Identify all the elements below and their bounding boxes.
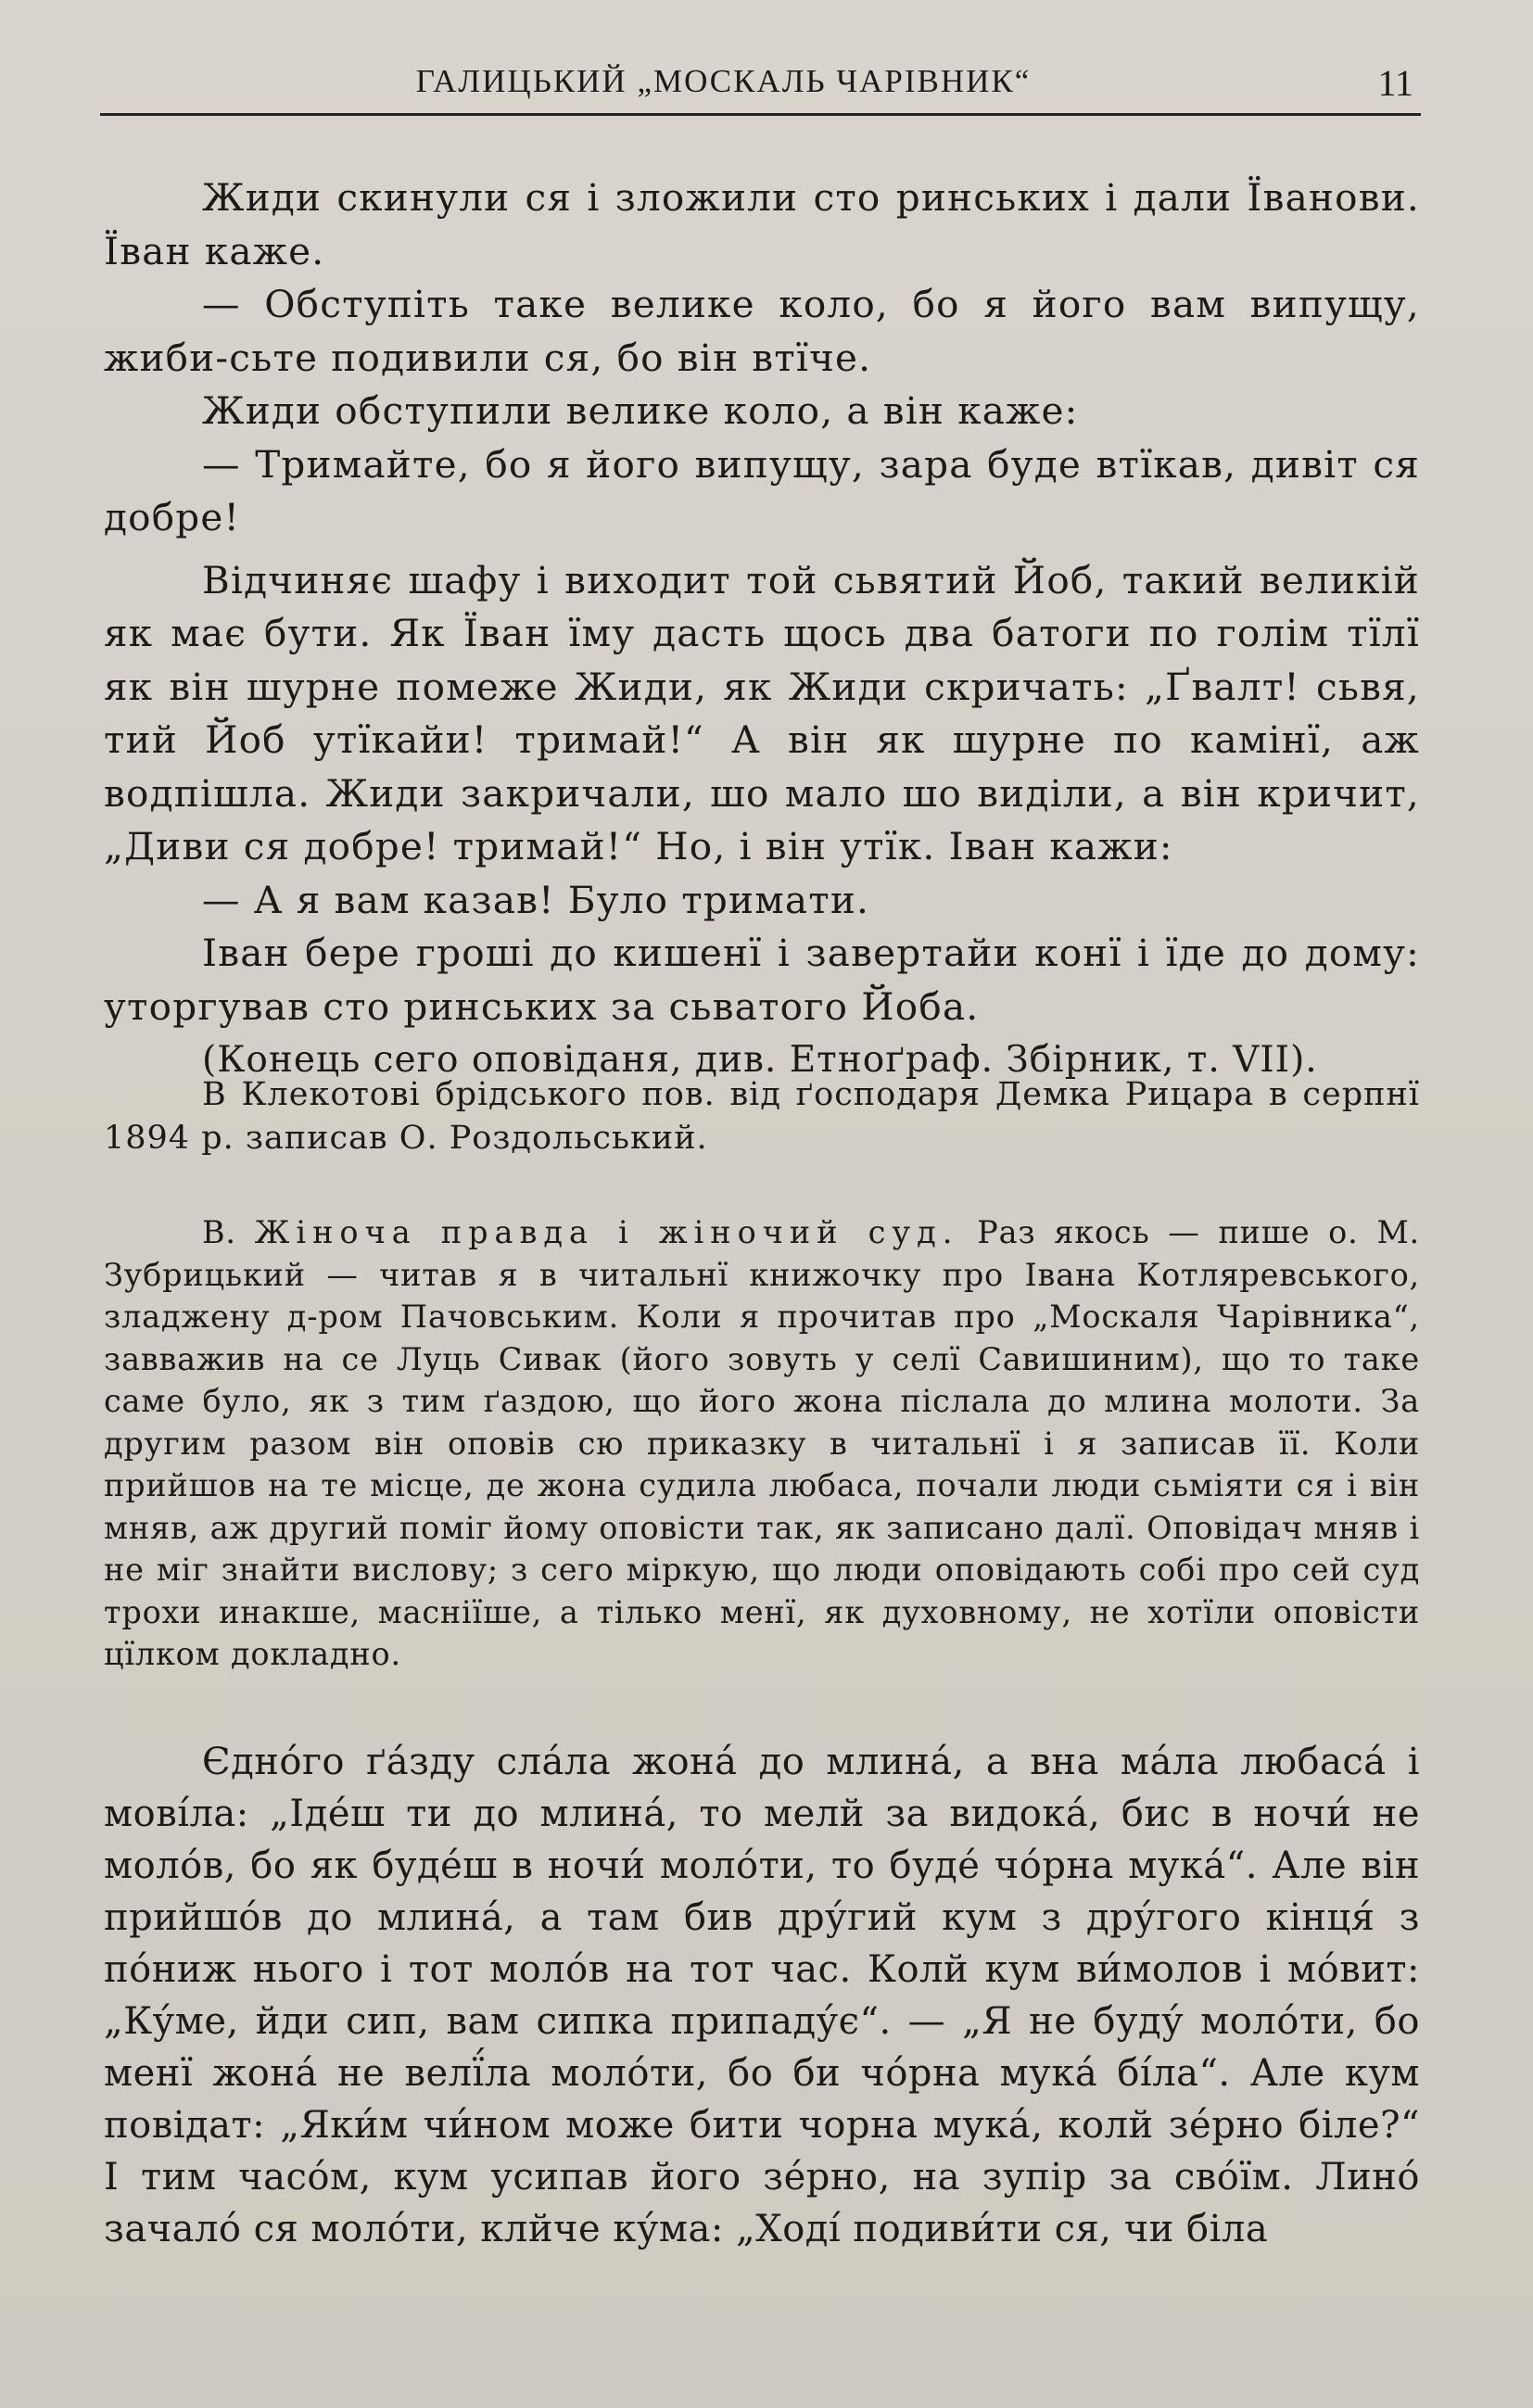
- section-text: Раз якось — пише о. М. Зубрицький — читав я в читальнї книжочку про Івана Котляревського, зладжену д-ром Пачовським. Коли я прочитав про „Москаля Чарівника“, завважив на се Луць Сивак (його зовуть у селї Савишиним), що то таке саме було, як з тим ґаздою, що його жона післала до млина молоти. За другим разом він оповів сю приказку в читальнї і я записав її. Коли прийшов на те місце, де жона судила любаса, почали люди сьміяти ся і він мняв, аж другий поміг йому оповісти так, як записано далї. Оповідач мняв і не міг знайти вислову; з сего міркую, що люди оповідають собі про сей суд трохи инакше, масніїше, а тілько менї, як духовному, не хотїли оповісти цїлком докладно.: [104, 1214, 1420, 1672]
- paragraph: — Обступіть таке велике коло, бо я його вам випущу, жиби-сьте подивили ся, бо він втїче.: [104, 282, 1420, 380]
- story-text: [104, 171, 1420, 1087]
- section-intro: [104, 1211, 1420, 1676]
- paragraph: Жиди скинули ся і зложили сто ринських і дали Їванови. Їван каже.: [104, 175, 1420, 273]
- section-label: В.: [202, 1214, 255, 1250]
- paragraph: Жиди обступили велике коло, а він каже:: [202, 388, 1079, 433]
- running-title: ГАЛИЦЬКИЙ „МОСКАЛЬ ЧАРІВНИК“: [415, 63, 1032, 99]
- dialect-story: [104, 1736, 1420, 2255]
- dialect-paragraph: Єдно́го ґа́зду сла́ла жона́ до млина́, а вна ма́ла любаса́ і мові́ла: „Іде́ш ти до млина́, то мелй за видока́, бис в ночи́ не моло́в, бо як буде́ш в ночи́ моло́ти, то буде́ чо́рна мука́“. Але він прийшо́в до млина́, а там бив дру́гий кум з дру́гого кінця́ з по́ниж нього і тот моло́в на тот час. Колй кум ви́молов і мо́вит: „Ку́ме, йди сип, вам сипка припаду́є“. — „Я не буду́ моло́ти, бо менї жона́ не велї́ла моло́ти, бо би чо́рна мука́ бі́ла“. Але кум повідат: „Яки́м чи́ном може бити чорна мука́, колй зе́рно біле?“ І тим часо́м, кум усипав його зе́рно, на зупір за сво́їм. Лино́ зачало́ ся моло́ти, клйче ку́ма: „Ході́ подиви́ти ся, чи біла: [104, 1741, 1420, 2250]
- section-title: Жіноча правда і жіночий суд.: [254, 1214, 959, 1250]
- paragraph: — Тримайте, бо я його випущу, зара буде втїкав, дивіт ся добре!: [104, 441, 1420, 539]
- section-paragraph: [104, 1211, 1420, 1676]
- collection-note: [104, 1073, 1420, 1160]
- source-reference: (Конець сего оповіданя, див. Етноґраф. Збірник, т. VII).: [202, 1039, 1318, 1081]
- note-text: В Клекотові брідського пов. від ґосподаря Демка Рицара в серпнї 1894 р. записав О. Роздольський.: [104, 1076, 1420, 1157]
- paragraph: Іван бере гроші до кишенї і завертайи конї і їде до дому: уторгував сто ринських за сьватого Йоба.: [104, 931, 1420, 1029]
- paragraph: — А я вам казав! Було тримати.: [202, 877, 870, 922]
- page-header: [100, 57, 1421, 116]
- paragraph: Відчиняє шафу і виходит той сьвятий Йоб, такий великій як має бути. Як Їван їму дасть щось два батоги по голім тїлї як він шурне помеже Жиди, як Жиди скричать: „Ґвалт! сьвя, тий Йоб утїкайи! тримай!“ А він як шурне по камінї, аж водпішла. Жиди закричали, шо мало шо виділи, а він кричит, „Диви ся добре! тримай!“ Но, і він утїк. Іван кажи:: [104, 557, 1420, 868]
- page-number: 11: [1377, 62, 1413, 104]
